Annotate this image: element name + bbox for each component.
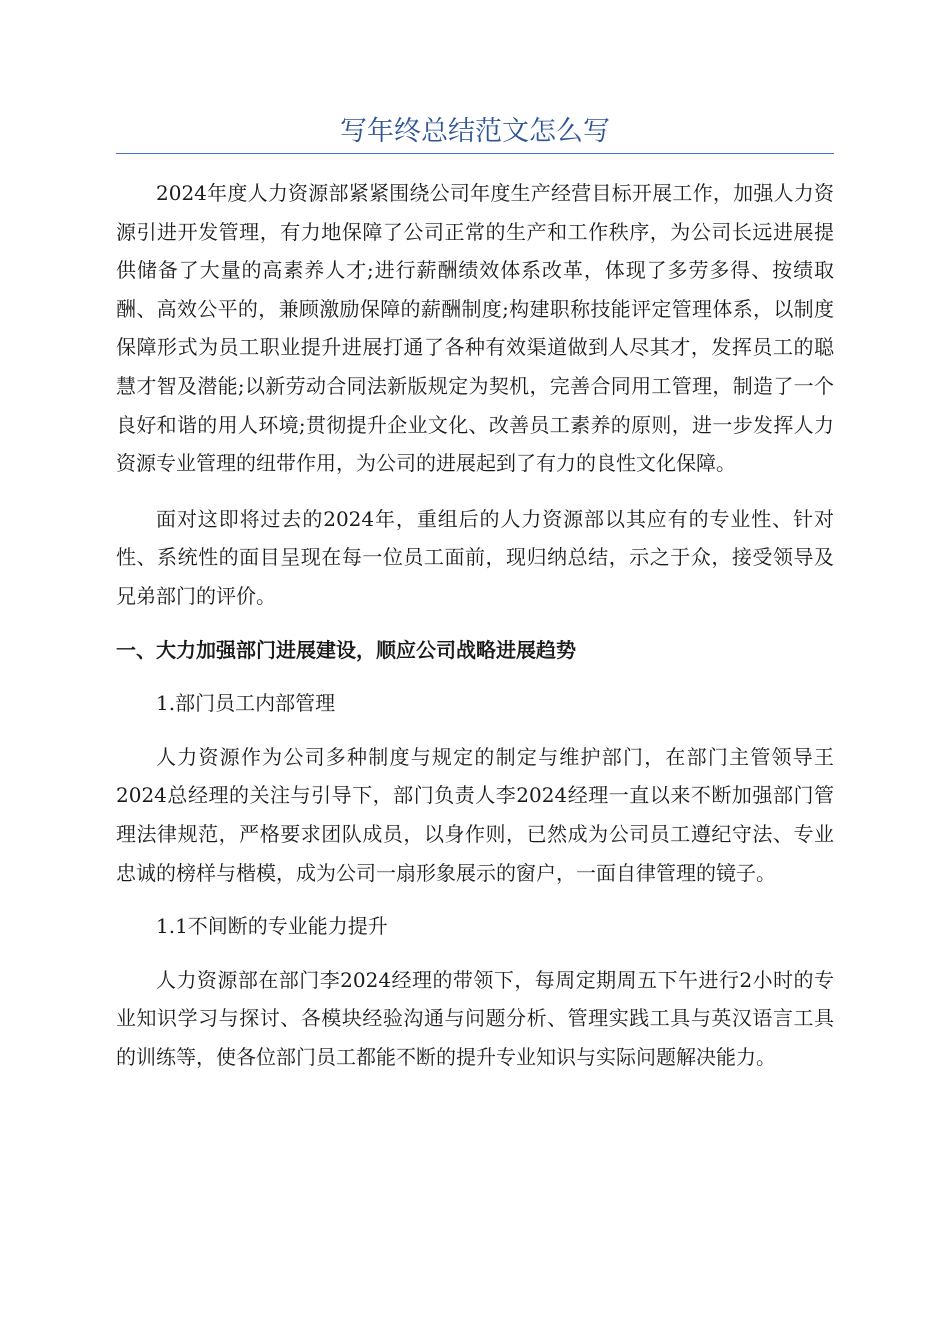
subsection-heading: 1.部门员工内部管理 (156, 691, 336, 716)
title-underline (116, 153, 834, 154)
document-body (116, 174, 834, 1076)
summary-paragraph: 面对这即将过去的2024年，重组后的人力资源部以其应有的专业性、针对性、系统性的面目呈现在每一位员工面前，现归纳总结，示之于众，接受领导及兄弟部门的评价。 (116, 506, 834, 608)
document-title: 写年终总结范文怎么写 (340, 116, 610, 147)
intro-paragraph: 2024年度人力资源部紧紧围绕公司年度生产经营目标开展工作，加强人力资源引进开发管理，有力地保障了公司正常的生产和工作秩序，为公司长远进展提供储备了大量的高素养人才;进行薪酬绩效体系改革，体现了多劳多得、按绩取酬、高效公平的，兼顾激励保障的薪酬制度;构建职称技能评定管理体系，以制度保障形式为员工职业提升进展打通了各种有效渠道做到人尽其才，发挥员工的聪慧才智及潜能;以新劳动合同法新版规定为契机，完善合同用工管理，制造了一个良好和谐的用人环境;贯彻提升企业文化、改善员工素养的原则，进一步发挥人力资源专业管理的纽带作用，为公司的进展起到了有力的良性文化保障。 (116, 181, 834, 476)
section-heading: 一、大力加强部门进展建设，顺应公司战略进展趋势 (116, 637, 576, 662)
subsubsection-heading: 1.1不间断的专业能力提升 (156, 914, 388, 939)
subsubsection-paragraph: 人力资源部在部门李2024经理的带领下，每周定期周五下午进行2小时的专业知识学习与探讨、各模块经验沟通与问题分析、管理实践工具与英汉语言工具的训练等，使各位部门员工都能不断的提升专业知识与实际问题解决能力。 (116, 967, 834, 1069)
subsection-paragraph: 人力资源作为公司多种制度与规定的制定与维护部门，在部门主管领导王2024总经理的关注与引导下，部门负责人李2024经理一直以来不断加强部门管理法律规范，严格要求团队成员，以身作则，已然成为公司员工遵纪守法、专业忠诚的榜样与楷模，成为公司一扇形象展示的窗户，一面自律管理的镜子。 (116, 744, 834, 885)
